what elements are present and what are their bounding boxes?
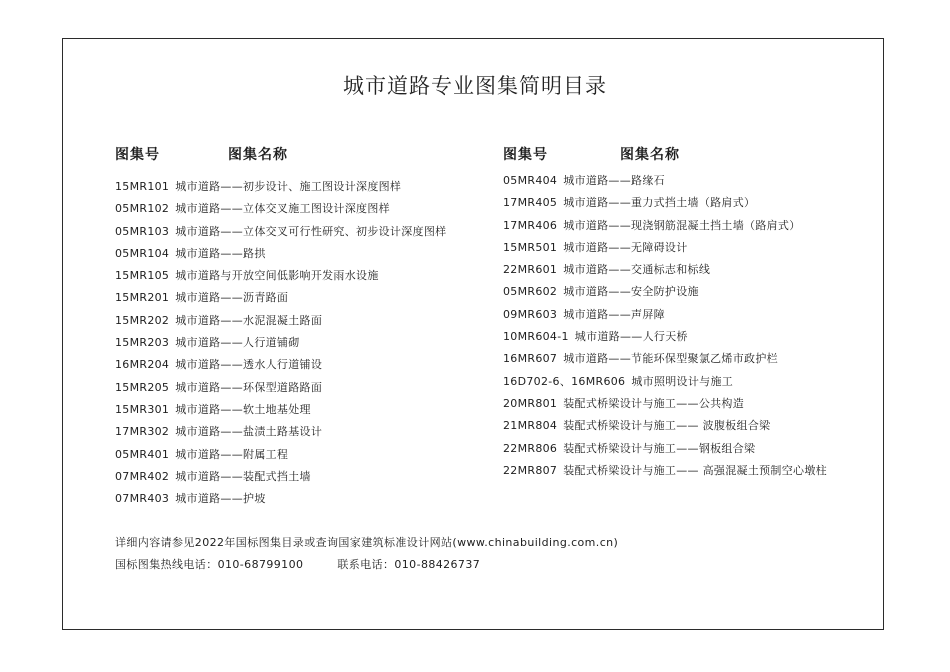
catalog-item (503, 170, 827, 192)
atlas-name: 城市道路——沥青路面 (175, 291, 289, 305)
atlas-code: 22MR601 (503, 263, 558, 277)
catalog-item (503, 393, 827, 415)
catalog-item (503, 371, 827, 393)
atlas-name: 城市道路——人行道铺砌 (175, 336, 300, 350)
left-catalog-list (115, 176, 446, 510)
atlas-name: 装配式桥梁设计与施工——钢板组合梁 (563, 441, 756, 455)
catalog-item (503, 326, 827, 348)
atlas-name: 城市道路——人行天桥 (574, 330, 688, 344)
atlas-code: 22MR806 (503, 441, 558, 455)
atlas-name: 城市道路——透水人行道铺设 (175, 358, 323, 372)
atlas-code: 05MR404 (503, 174, 558, 187)
atlas-code: 16MR607 (503, 352, 558, 366)
atlas-code: 05MR104 (115, 246, 170, 260)
catalog-item (503, 215, 827, 237)
atlas-name: 城市道路——水泥混凝土路面 (175, 313, 323, 327)
catalog-item (115, 243, 446, 265)
catalog-item (503, 281, 827, 303)
catalog-item (503, 460, 827, 482)
atlas-code: 17MR405 (503, 196, 558, 210)
atlas-code: 05MR602 (503, 285, 558, 299)
atlas-code: 15MR205 (115, 380, 170, 394)
atlas-code: 16D702-6、16MR606 (503, 374, 626, 388)
atlas-name: 城市道路——护坡 (175, 492, 266, 506)
catalog-item (115, 265, 446, 287)
atlas-code: 10MR604-1 (503, 330, 569, 344)
atlas-name: 城市道路——无障碍设计 (563, 240, 688, 254)
catalog-item (503, 438, 827, 460)
catalog-item (115, 221, 446, 243)
left-header-name: 图集名称 (228, 147, 288, 163)
atlas-name: 城市道路——重力式挡土墙（路肩式） (563, 196, 756, 210)
catalog-item (503, 304, 827, 326)
atlas-code: 17MR406 (503, 218, 558, 232)
atlas-name: 城市道路——路缘石 (563, 174, 665, 187)
atlas-code: 22MR807 (503, 463, 558, 477)
catalog-item (115, 444, 446, 466)
atlas-name: 城市照明设计与施工 (631, 374, 734, 388)
catalog-item (115, 176, 446, 198)
left-header-code: 图集号 (115, 147, 160, 163)
catalog-item (115, 332, 446, 354)
atlas-name: 城市道路——初步设计、施工图设计深度图样 (175, 180, 402, 193)
atlas-code: 15MR101 (115, 180, 170, 193)
catalog-item (115, 198, 446, 220)
atlas-code: 15MR203 (115, 336, 170, 350)
atlas-name: 城市道路——安全防护设施 (563, 285, 699, 299)
atlas-code: 05MR102 (115, 202, 170, 216)
atlas-code: 07MR402 (115, 469, 170, 483)
atlas-name: 城市道路——软土地基处理 (175, 402, 311, 416)
atlas-code: 15MR301 (115, 402, 170, 416)
atlas-name: 城市道路——立体交叉施工图设计深度图样 (175, 202, 390, 216)
atlas-name: 城市道路——装配式挡土墙 (175, 469, 311, 483)
hotline-number: 010-68799100 (217, 558, 304, 571)
catalog-item (115, 466, 446, 488)
right-header-code: 图集号 (503, 147, 548, 163)
catalog-item (503, 348, 827, 370)
catalog-item (115, 399, 446, 421)
footer-details: 详细内容请参见2022年国标图集目录或查询国家建筑标准设计网站(www.chinabuilding.com.cn) (115, 536, 619, 549)
catalog-item (503, 237, 827, 259)
atlas-code: 16MR204 (115, 358, 170, 372)
atlas-code: 05MR103 (115, 224, 170, 238)
catalog-item (503, 415, 827, 437)
atlas-code: 15MR201 (115, 291, 170, 305)
contact-number: 010-88426737 (394, 558, 481, 571)
atlas-code: 05MR401 (115, 447, 170, 461)
hotline-label: 国标图集热线电话： (115, 558, 218, 571)
catalog-item (115, 377, 446, 399)
atlas-name: 城市道路——环保型道路路面 (175, 380, 323, 394)
atlas-code: 21MR804 (503, 419, 558, 433)
page-title: 城市道路专业图集简明目录 (343, 74, 607, 98)
catalog-item (503, 259, 827, 281)
atlas-name: 城市道路——立体交叉可行性研究、初步设计深度图样 (175, 224, 447, 238)
catalog-item (115, 488, 446, 510)
right-catalog-list (503, 170, 827, 482)
atlas-code: 15MR105 (115, 269, 170, 283)
atlas-name: 装配式桥梁设计与施工—— 高强混凝土预制空心墩柱 (563, 463, 827, 477)
atlas-name: 城市道路——盐渍土路基设计 (175, 425, 323, 439)
atlas-code: 09MR603 (503, 307, 558, 321)
catalog-item (115, 421, 446, 443)
catalog-item (115, 354, 446, 376)
atlas-name: 装配式桥梁设计与施工——公共构造 (563, 396, 745, 410)
atlas-name: 装配式桥梁设计与施工—— 波腹板组合梁 (563, 419, 771, 433)
atlas-code: 17MR302 (115, 425, 170, 439)
catalog-item (115, 310, 446, 332)
catalog-item (115, 287, 446, 309)
atlas-name: 城市道路——附属工程 (175, 447, 289, 461)
contact-label: 联系电话： (337, 558, 395, 571)
right-header-name: 图集名称 (620, 147, 680, 163)
atlas-code: 15MR501 (503, 240, 558, 254)
atlas-name: 城市道路——现浇钢筋混凝土挡土墙（路肩式） (563, 218, 801, 232)
atlas-code: 07MR403 (115, 492, 170, 506)
atlas-name: 城市道路——节能环保型聚氯乙烯市政护栏 (563, 352, 778, 366)
atlas-code: 15MR202 (115, 313, 170, 327)
atlas-name: 城市道路——声屏障 (563, 307, 665, 321)
atlas-name: 城市道路——交通标志和标线 (563, 263, 711, 277)
atlas-name: 城市道路与开放空间低影响开发雨水设施 (175, 269, 379, 283)
atlas-code: 20MR801 (503, 396, 558, 410)
catalog-item (503, 192, 827, 214)
footer-contacts (115, 556, 480, 572)
atlas-name: 城市道路——路拱 (175, 246, 266, 260)
